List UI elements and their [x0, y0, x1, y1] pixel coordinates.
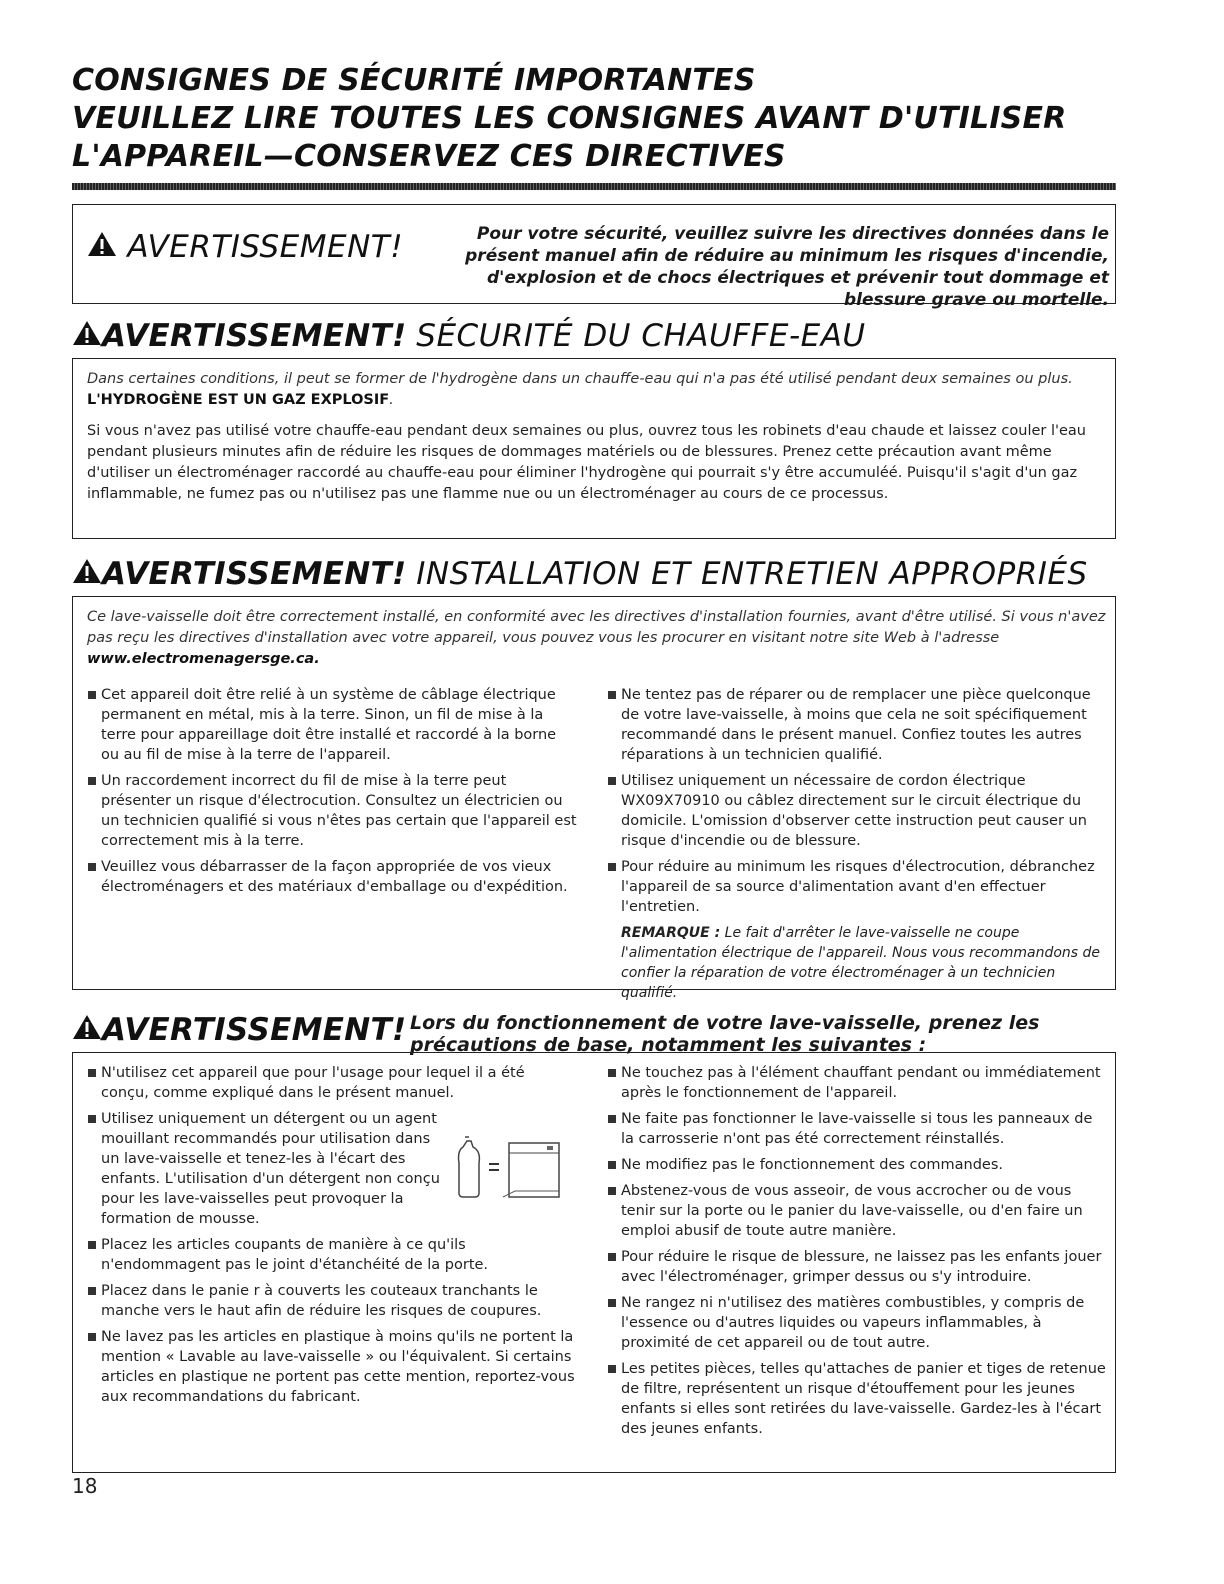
- list-item: N'utilisez cet appareil que pour l'usage pour lequel il a été conçu, comme expliqué dans le présent manuel.: [87, 1063, 577, 1103]
- list-item: Pour réduire le risque de blessure, ne laissez pas les enfants jouer avec l'électroménager, grimper dessus ou s'y introduire.: [607, 1247, 1107, 1287]
- general-warning-box: [72, 204, 1116, 310]
- warning-label: AVERTISSEMENT!: [102, 1012, 407, 1048]
- page-title: [72, 62, 1152, 176]
- install-left-column: [87, 685, 577, 903]
- operation-box: [72, 1052, 1116, 1473]
- warning-triangle-icon: [72, 320, 102, 346]
- website-link[interactable]: www.electromenagersge.ca.: [87, 651, 320, 667]
- warning-label: AVERTISSEMENT!: [127, 229, 404, 265]
- list-item: Utilisez uniquement un nécessaire de cordon électrique WX09X70910 ou câblez directement sur le circuit électrique du domicile. L'omission d'observer cette instruction peut causer un risque d'incendie ou de blessure.: [607, 771, 1107, 851]
- install-title: INSTALLATION ET ENTRETIEN APPROPRIÉS: [416, 556, 1088, 592]
- water-heater-heading: [72, 318, 866, 354]
- general-warning-heading: [87, 229, 403, 265]
- page-number: 18: [72, 1474, 98, 1498]
- install-note: [607, 923, 1107, 1003]
- list-item: Ne faite pas fonctionner le lave-vaisselle si tous les panneaux de la carrosserie n'ont pas été correctement réinstallés.: [607, 1109, 1107, 1149]
- list-item: Pour réduire au minimum les risques d'électrocution, débranchez l'appareil de sa source d'alimentation avant d'en effectuer l'entretien.: [607, 857, 1107, 917]
- title-divider: [72, 183, 1116, 190]
- title-line-2: VEUILLEZ LIRE TOUTES LES CONSIGNES AVANT D'UTILISER: [72, 101, 1067, 136]
- note-text: Le fait d'arrêter le lave-vaisselle ne coupe l'alimentation électrique de l'appareil. Nous vous recommandons de confier la réparation de votre électroménager à un technicien qualifié.: [621, 925, 1101, 1001]
- install-right-column: [607, 685, 1107, 1003]
- general-warning-text: Pour votre sécurité, veuillez suivre les directives données dans le présent manuel afin de réduire au minimum les risques d'incendie, d'explosion et de chocs électriques et prévenir tout dommage et blessure grave ou mortelle.: [465, 224, 1109, 310]
- install-intro: [87, 607, 1107, 670]
- water-heater-title: SÉCURITÉ DU CHAUFFE-EAU: [416, 318, 866, 354]
- operation-left-column: [87, 1063, 577, 1413]
- warning-label: AVERTISSEMENT!: [102, 556, 407, 592]
- list-item: Abstenez-vous de vous asseoir, de vous accrocher ou de vous tenir sur la porte ou le panier du lave-vaisselle, ou d'en faire un emploi abusif de toute autre manière.: [607, 1181, 1107, 1241]
- warning-label: AVERTISSEMENT!: [102, 318, 407, 354]
- list-item: Ne rangez ni n'utilisez des matières combustibles, y compris de l'essence ou d'autres liquides ou vapeurs inflammables, à proximité de cet appareil ou de tout autre.: [607, 1293, 1107, 1353]
- water-heater-body: Si vous n'avez pas utilisé votre chauffe-eau pendant deux semaines ou plus, ouvrez tous les robinets d'eau chaude et laissez couler l'eau pendant plusieurs minutes afin de réduire les risques de dommages matériels ou de blessures. Prenez cette précaution avant même d'utiliser un électroménager raccordé au chauffe-eau pour éliminer l'hydrogène qui pourrait s'y être accumuléé. Puisqu'il s'agit d'un gaz inflammable, ne fumez pas ou n'utilisez pas une flamme nue ou un électroménager au cours de ce processus.: [87, 423, 1086, 502]
- install-intro-text: Ce lave-vaisselle doit être correctement installé, en conformité avec les directives d'installation fournies, avant d'être utilisé. Si vous n'avez pas reçu les directives d'installation avec votre appareil, vous pouvez vous les procurer en visitant notre site Web à l'adresse: [87, 609, 1106, 646]
- operation-heading: [72, 1012, 406, 1048]
- warning-triangle-icon: [87, 231, 117, 257]
- operation-title: Lors du fonctionnement de votre lave-vaisselle, prenez les précautions de base, notamment les suivantes :: [410, 1012, 1040, 1056]
- detergent-dishwasher-illustration: [455, 1133, 563, 1203]
- water-heater-intro: Dans certaines conditions, il peut se former de l'hydrogène dans un chauffe-eau qui n'a pas été utilisé pendant deux semaines ou plus. L'HYDROGÈNE EST UN GAZ EXPLOSIF.: [87, 371, 1073, 408]
- hydrogen-warning: L'HYDROGÈNE EST UN GAZ EXPLOSIF: [87, 392, 390, 408]
- list-item: Placez les articles coupants de manière à ce qu'ils n'endommagent pas le joint d'étanchéité de la porte.: [87, 1235, 577, 1275]
- list-item: Ne touchez pas à l'élément chauffant pendant ou immédiatement après le fonctionnement de l'appareil.: [607, 1063, 1107, 1103]
- list-item: Placez dans le panie r à couverts les couteaux tranchants le manche vers le haut afin de réduire les risques de coupures.: [87, 1281, 577, 1321]
- list-item: Un raccordement incorrect du fil de mise à la terre peut présenter un risque d'électrocution. Consultez un électricien ou un technicien qualifié si vous n'êtes pas certain que l'appareil est correctement mis à la terre.: [87, 771, 577, 851]
- note-label: REMARQUE :: [621, 925, 721, 941]
- list-item: Cet appareil doit être relié à un système de câblage électrique permanent en métal, mis à la terre. Sinon, un fil de mise à la terre pour appareillage doit être installé et raccordé à la borne ou au fil de mise à la terre de l'appareil.: [87, 685, 577, 765]
- list-item: Veuillez vous débarrasser de la façon appropriée de vos vieux électroménagers et des matériaux d'emballage ou d'expédition.: [87, 857, 577, 897]
- title-line-3: L'APPAREIL—CONSERVEZ CES DIRECTIVES: [72, 139, 786, 174]
- install-heading: [72, 556, 1088, 592]
- title-line-1: CONSIGNES DE SÉCURITÉ IMPORTANTES: [72, 63, 756, 98]
- list-item: Les petites pièces, telles qu'attaches de panier et tiges de retenue de filtre, représentent un risque d'étouffement pour les jeunes enfants si elles sont retirées du lave-vaisselle. Gardez-les à l'écart des jeunes enfants.: [607, 1359, 1107, 1439]
- water-heater-intro-text: Dans certaines conditions, il peut se former de l'hydrogène dans un chauffe-eau qui n'a pas été utilisé pendant deux semaines ou plus.: [87, 371, 1073, 387]
- water-heater-box: [72, 358, 1116, 539]
- list-item: Utilisez uniquement un détergent ou un agent mouillant recommandés pour utilisation dans un lave-vaisselle et tenez-les à l'écart des enfants. L'utilisation d'un détergent non conçu pour les lave-vaisselles peut provoquer la formation de mousse.: [87, 1109, 577, 1229]
- install-box: [72, 596, 1116, 1001]
- operation-right-column: [607, 1063, 1107, 1445]
- list-item: Ne modifiez pas le fonctionnement des commandes.: [607, 1155, 1107, 1175]
- list-item: Ne tentez pas de réparer ou de remplacer une pièce quelconque de votre lave-vaisselle, à moins que cela ne soit spécifiquement recommandé dans le présent manuel. Confiez toutes les autres réparations à un technicien qualifié.: [607, 685, 1107, 765]
- list-item: Ne lavez pas les articles en plastique à moins qu'ils ne portent la mention « Lavable au lave-vaisselle » ou l'équivalent. Si certains articles en plastique ne portent pas cette mention, reportez-vous aux recommandations du fabricant.: [87, 1327, 577, 1407]
- warning-triangle-icon: [72, 1014, 102, 1040]
- warning-triangle-icon: [72, 558, 102, 584]
